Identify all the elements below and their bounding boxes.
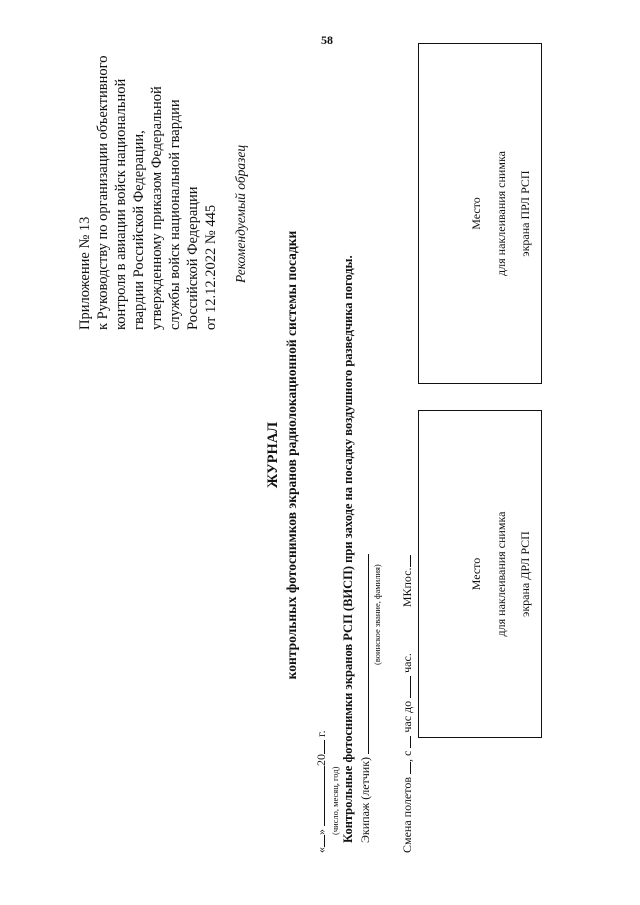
date-hint: (число, месяц, год) [330, 766, 340, 835]
date-month-blank [312, 766, 325, 826]
shift-label: Смена полетов [400, 776, 414, 853]
photo-box-drl-line-2: для наклеивания снимка [494, 511, 508, 637]
photo-box-prl [418, 43, 542, 384]
shift-hour-to: час до [400, 700, 414, 733]
shift-blank-1 [398, 762, 411, 774]
photo-box-drl-line-3: экрана ДРЛ РСП [518, 531, 532, 617]
shift-from: с [400, 750, 414, 756]
date-year-blank [312, 740, 325, 754]
journal-title: ЖУРНАЛ [265, 421, 281, 489]
photo-box-prl-line-2: для наклеивания снимка [494, 151, 508, 276]
crew-label: Экипаж (летчик) [358, 756, 372, 843]
appendix-line-6: службы войск национальной гвардии [167, 99, 183, 330]
date-year-prefix: 20 [314, 754, 328, 766]
photo-box-prl-line-3: экрана ПРЛ РСП [518, 170, 532, 257]
crew-blank [356, 554, 369, 754]
mk-blank [398, 555, 411, 567]
shift-blank-3 [398, 676, 411, 698]
journal-subtitle: контрольных фотоснимков экранов радиолокационной системы посадки [284, 230, 299, 680]
date-close-quote: » [314, 829, 328, 835]
page-number: 58 [321, 33, 333, 47]
recommended-sample: Рекомендуемый образец [233, 144, 248, 283]
appendix-line-8: от 12.12.2022 № 445 [203, 204, 219, 330]
shift-hour: час. [400, 653, 414, 673]
appendix-line-3 [112, 44, 130, 330]
mk-label: МКпос. [400, 567, 414, 608]
photo-box-drl-line-1: Место [469, 557, 483, 591]
control-photos-text: Контрольные фотоснимки экранов РСП (ВИСП) при заходе на посадку воздушного разведчика погоды. [341, 255, 355, 843]
photo-box-prl-line-1: Место [469, 197, 483, 230]
appendix-line-7: Российской Федерации [185, 186, 201, 330]
appendix-line-1: Приложение № 13 [77, 216, 93, 330]
crew-line [356, 554, 373, 843]
photo-box-drl [418, 410, 542, 738]
appendix-line-3-text: контроля в авиации войск национальной [113, 78, 129, 330]
appendix-line-5: утвержденному приказом Федеральной [149, 86, 165, 330]
date-line [312, 730, 329, 853]
appendix-line-2: к Руководству по организации объективного [95, 55, 111, 330]
date-year-suffix: г. [314, 730, 328, 737]
appendix-line-4: гвардии Российской Федерации, [131, 130, 147, 330]
date-day-blank [312, 835, 325, 847]
crew-hint: (воинское звание, фамилия) [372, 564, 382, 665]
date-open-quote: « [314, 847, 328, 853]
shift-line: Смена полетов , с час до час. МКпос. [398, 555, 415, 853]
shift-blank-2 [398, 736, 411, 748]
